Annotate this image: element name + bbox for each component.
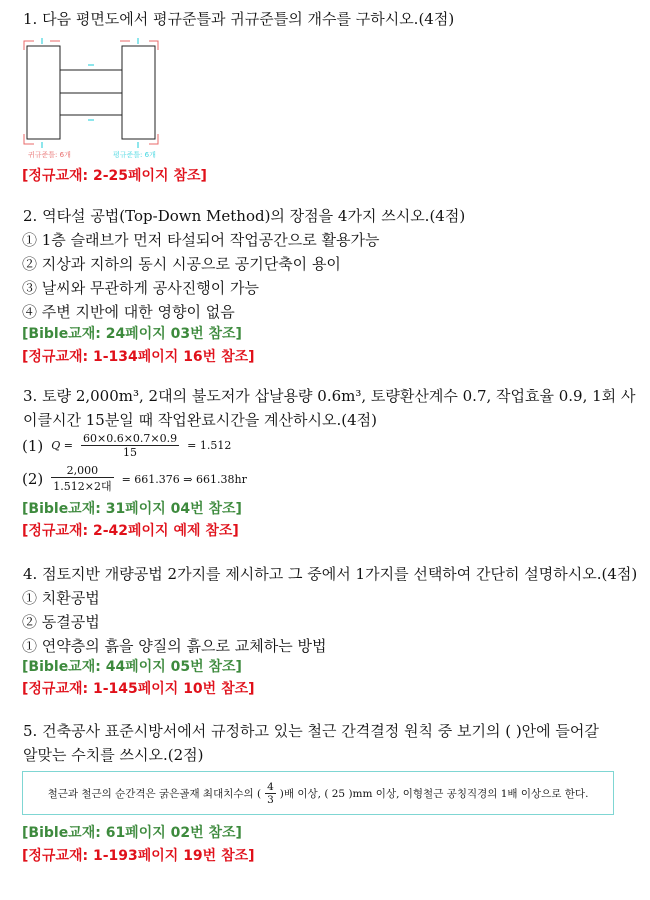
q4-ref-bible: [Bible교재: 44페이지 05번 참조] xyxy=(22,659,242,675)
q3-title-line1: 3. 토량 2,000m³, 2대의 불도저가 삽날용량 0.6m³, 토량환산계수 0.7, 작업효율 0.9, 1회 사 xyxy=(23,387,636,405)
q2-answer-3: ③ 날씨와 무관하게 공사진행이 가능 xyxy=(22,279,259,297)
q3-solution-2: (2) $\frac{2,000}{\text{1.512×2대}}$ = 661.376 ⇒ 661.38hr xyxy=(22,464,247,493)
q2-ref-regular: [정규교재: 1-134페이지 16번 참조] xyxy=(22,349,255,365)
floor-plan-diagram xyxy=(22,38,162,150)
q5-example-box: 철근과 철근의 순간격은 굵은골재 최대치수의 ( $\frac{4}{3}$ )배 이상, ( 25 )mm 이상, 이형철근 공칭직경의 1배 이상으로 한다. xyxy=(22,771,614,815)
q5-title-line2: 알맞는 수치를 쓰시오.(2점) xyxy=(23,746,204,764)
q2-ref-bible: [Bible교재: 24페이지 03번 참조] xyxy=(22,326,242,342)
q4-answer-2: ② 동결공법 xyxy=(22,613,100,631)
q3-solution-1: (1) Q = $\frac{60\times 0.6\times 0.7\times 0.9}{15}$ = 1.512 xyxy=(22,432,232,459)
q5-ref-bible: [Bible교재: 61페이지 02번 참조] xyxy=(22,825,242,841)
q2-answer-2: ② 지상과 지하의 동시 시공으로 공기단축이 용이 xyxy=(22,255,341,273)
q2-answer-4: ④ 주변 지반에 대한 영향이 없음 xyxy=(22,303,235,321)
q3-title-line2: 이클시간 15분일 때 작업완료시간을 계산하시오.(4점) xyxy=(23,411,377,429)
q4-ref-regular: [정규교재: 1-145페이지 10번 참조] xyxy=(22,681,255,697)
q5-ref-regular: [정규교재: 1-193페이지 19번 참조] xyxy=(22,848,255,864)
q3-ref-regular: [정규교재: 2-42페이지 예제 참조] xyxy=(22,523,239,539)
q4-answer-1: ① 치환공법 xyxy=(22,589,100,607)
flat-batter-label: 평규준틀: 6개 xyxy=(113,151,156,159)
plan-right-block xyxy=(122,46,155,139)
q1-ref-regular: [정규교재: 2-25페이지 참조] xyxy=(22,168,207,184)
q1-title: 1. 다음 평면도에서 평규준틀과 귀규준틀의 개수를 구하시오.(4점) xyxy=(23,10,455,28)
q2-answer-1: ① 1층 슬래브가 먼저 타설되어 작업공간으로 활용가능 xyxy=(22,231,380,249)
q2-title: 2. 역타설 공법(Top-Down Method)의 장점을 4가지 쓰시오.(4점) xyxy=(23,207,466,225)
q4-title: 4. 점토지반 개량공법 2가지를 제시하고 그 중에서 1가지를 선택하여 간단히 설명하시오.(4점) xyxy=(23,565,638,583)
q4-answer-3: ① 연약층의 흙을 양질의 흙으로 교체하는 방법 xyxy=(22,637,327,655)
corner-batter-label: 귀규준틀: 6개 xyxy=(28,151,71,159)
plan-left-block xyxy=(27,46,60,139)
q3-ref-bible: [Bible교재: 31페이지 04번 참조] xyxy=(22,501,242,517)
q5-title-line1: 5. 건축공사 표준시방서에서 규정하고 있는 철근 간격결정 원칙 중 보기의 ( )안에 들어갈 xyxy=(23,722,599,740)
